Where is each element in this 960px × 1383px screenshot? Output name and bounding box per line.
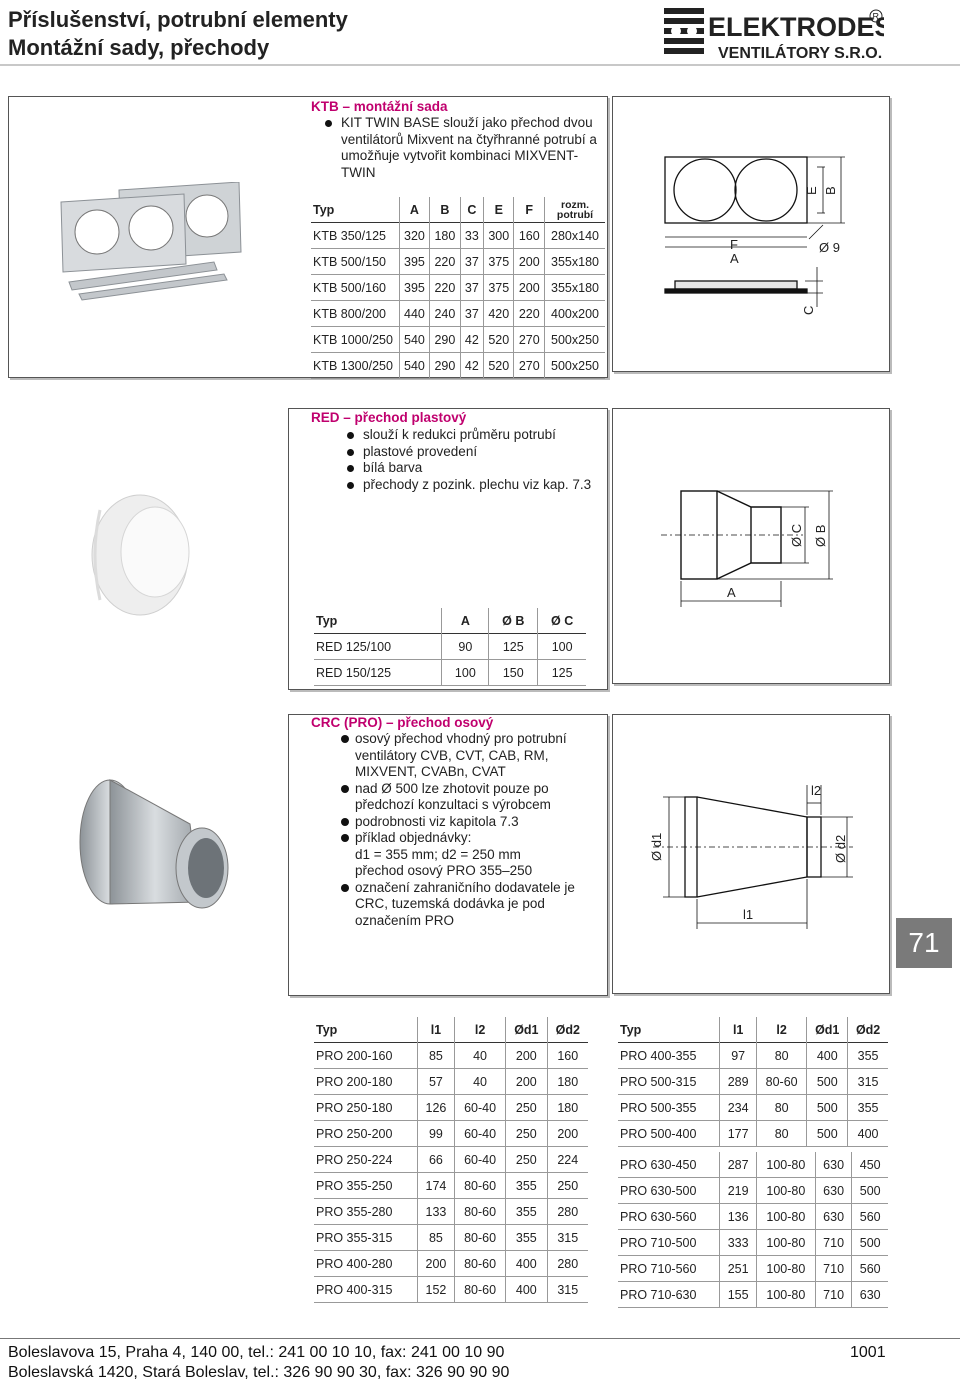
- table-cell: 251: [720, 1256, 757, 1282]
- table-cell: 250: [547, 1173, 588, 1199]
- list-item: nad Ø 500 lze zhotovit pouze po předchozí konzultaci s výrobcem: [341, 781, 603, 814]
- table-cell: KTB 1300/250: [313, 358, 393, 373]
- table-cell: PRO 500-400: [620, 1126, 697, 1141]
- label-d9: Ø 9: [819, 240, 840, 255]
- pro-table-left: [314, 1017, 588, 1303]
- col-header: Typ: [316, 613, 338, 628]
- table-cell: 100-80: [756, 1230, 815, 1256]
- table-cell: 355: [506, 1225, 548, 1251]
- col-header: A: [399, 197, 429, 223]
- table-cell: 270: [514, 353, 545, 379]
- table-row: [311, 301, 605, 327]
- list-item: označení zahraničního dodavatele je CRC, tuzemská dodávka je pod označením PRO: [341, 880, 603, 930]
- table-cell: 500: [852, 1230, 888, 1256]
- table-row: [618, 1178, 888, 1204]
- header-rule: [0, 64, 960, 66]
- table-header-row: [311, 197, 605, 223]
- table-cell: PRO 250-200: [316, 1126, 393, 1141]
- table-cell: PRO 630-500: [620, 1183, 697, 1198]
- table-row: [314, 634, 586, 660]
- table-cell: 630: [815, 1204, 852, 1230]
- table-cell: 200: [514, 249, 545, 275]
- table-cell: 200: [514, 275, 545, 301]
- col-header: E: [484, 197, 514, 223]
- table-row: [314, 660, 586, 686]
- crc-photo: [70, 772, 240, 942]
- svg-text:ELEKTRODESIGN: ELEKTRODES: [708, 12, 884, 42]
- label-B: B: [823, 186, 838, 195]
- label-d1: Ø d1: [649, 832, 664, 861]
- chapter-tab: 71: [896, 918, 952, 968]
- table-cell: 270: [514, 327, 545, 353]
- list-item: podrobnosti viz kapitola 7.3: [341, 814, 603, 831]
- table-cell: 125: [489, 634, 538, 660]
- table-cell: 80-60: [756, 1069, 806, 1095]
- label-dC: Ø C: [789, 523, 804, 547]
- table-cell: PRO 710-560: [620, 1261, 697, 1276]
- table-cell: 375: [484, 249, 514, 275]
- table-cell: 280: [547, 1251, 588, 1277]
- table-cell: 100-80: [756, 1256, 815, 1282]
- col-header: C: [460, 197, 483, 223]
- label-dB: Ø B: [813, 524, 828, 547]
- table-cell: 200: [547, 1121, 588, 1147]
- table-cell: 290: [430, 353, 460, 379]
- table-row: [618, 1121, 888, 1147]
- table-row: [314, 1147, 588, 1173]
- table-cell: 100: [442, 660, 489, 686]
- table-cell: 355: [848, 1095, 888, 1121]
- col-header: Ød1: [506, 1017, 548, 1043]
- table-cell: 540: [399, 353, 429, 379]
- list-item: přechody z pozink. plechu viz kap. 7.3: [343, 477, 603, 494]
- label-A: A: [727, 585, 736, 600]
- table-cell: 37: [460, 275, 483, 301]
- ktb-table: [311, 197, 605, 379]
- table-cell: 630: [815, 1178, 852, 1204]
- col-header: rozm. potrubí: [545, 197, 606, 223]
- col-header: Ø B: [489, 608, 538, 634]
- table-cell: 160: [547, 1043, 588, 1069]
- table-cell: 177: [720, 1121, 757, 1147]
- col-header: Ød2: [848, 1017, 888, 1043]
- table-cell: PRO 500-355: [620, 1100, 697, 1115]
- table-cell: 400: [506, 1277, 548, 1303]
- ktb-diagram: [613, 97, 889, 371]
- table-cell: PRO 710-630: [620, 1287, 697, 1302]
- table-cell: 560: [852, 1204, 888, 1230]
- red-diagram-panel: [612, 408, 890, 684]
- table-header-row: [618, 1017, 888, 1043]
- table-cell: 250: [506, 1121, 548, 1147]
- table-cell: 333: [720, 1230, 757, 1256]
- col-header: Typ: [313, 202, 335, 217]
- table-row: [314, 1069, 588, 1095]
- table-cell: KTB 500/160: [313, 280, 386, 295]
- pro-table-right-b: [618, 1152, 888, 1308]
- col-header: A: [442, 608, 489, 634]
- col-header: F: [514, 197, 545, 223]
- table-cell: 375: [484, 275, 514, 301]
- list-item: příklad objednávky:: [341, 830, 603, 847]
- table-cell: KTB 350/125: [313, 228, 386, 243]
- table-cell: 33: [460, 223, 483, 249]
- company-logo: [662, 6, 884, 64]
- red-diagram: [613, 409, 889, 683]
- table-cell: 395: [399, 249, 429, 275]
- label-E: E: [804, 186, 819, 195]
- table-cell: 100-80: [756, 1152, 815, 1178]
- table-cell: 250: [506, 1095, 548, 1121]
- table-cell: KTB 800/200: [313, 306, 386, 321]
- footer-rule: [0, 1338, 960, 1339]
- table-row: [618, 1230, 888, 1256]
- table-row: [311, 353, 605, 379]
- table-cell: 37: [460, 301, 483, 327]
- table-cell: 400: [506, 1251, 548, 1277]
- table-cell: 500x250: [545, 353, 606, 379]
- table-row: [618, 1282, 888, 1308]
- table-cell: 100-80: [756, 1204, 815, 1230]
- table-cell: 280: [547, 1199, 588, 1225]
- table-cell: 80-60: [455, 1277, 506, 1303]
- table-cell: 80-60: [455, 1225, 506, 1251]
- svg-text:VENTILÁTORY S.R.O.: VENTILÁTORY S.R.O.: [718, 45, 883, 62]
- table-cell: 66: [417, 1147, 454, 1173]
- list-item: bílá barva: [343, 460, 603, 477]
- table-cell: PRO 355-250: [316, 1178, 393, 1193]
- table-cell: PRO 200-180: [316, 1074, 393, 1089]
- table-cell: KTB 500/150: [313, 254, 386, 269]
- table-cell: 99: [417, 1121, 454, 1147]
- label-F: F: [730, 237, 738, 252]
- table-row: [618, 1043, 888, 1069]
- table-cell: 219: [720, 1178, 757, 1204]
- table-cell: 315: [547, 1225, 588, 1251]
- table-row: [618, 1069, 888, 1095]
- table-cell: 200: [506, 1043, 548, 1069]
- table-cell: 224: [547, 1147, 588, 1173]
- footer-address-2: Boleslavská 1420, Stará Boleslav, tel.: 326 90 90 30, fax: 326 90 90 90: [8, 1364, 510, 1381]
- table-cell: 136: [720, 1204, 757, 1230]
- table-cell: PRO 250-180: [316, 1100, 393, 1115]
- table-cell: 220: [514, 301, 545, 327]
- table-row: [314, 1199, 588, 1225]
- table-cell: 395: [399, 275, 429, 301]
- table-cell: 80-60: [455, 1251, 506, 1277]
- ktb-panel: [8, 96, 608, 378]
- footer-address-1: Boleslavova 15, Praha 4, 140 00, tel.: 241 00 10 10, fax: 241 00 10 90: [8, 1344, 505, 1361]
- table-cell: 160: [514, 223, 545, 249]
- table-cell: 80: [756, 1121, 806, 1147]
- table-cell: 400: [807, 1043, 848, 1069]
- table-cell: 355: [848, 1043, 888, 1069]
- col-header: l1: [417, 1017, 454, 1043]
- table-cell: 500: [852, 1178, 888, 1204]
- red-bullets: [343, 427, 603, 493]
- col-header: Typ: [316, 1022, 338, 1037]
- table-cell: 355: [506, 1199, 548, 1225]
- table-cell: 42: [460, 353, 483, 379]
- table-cell: 290: [430, 327, 460, 353]
- table-cell: PRO 630-560: [620, 1209, 697, 1224]
- table-row: [314, 1277, 588, 1303]
- crc-heading: CRC (PRO) – přechod osový: [311, 715, 494, 730]
- list-item: slouží k redukci průměru potrubí: [343, 427, 603, 444]
- table-cell: 220: [430, 275, 460, 301]
- table-cell: 126: [417, 1095, 454, 1121]
- ktb-heading: KTB – montážní sada: [311, 99, 448, 114]
- table-cell: 133: [417, 1199, 454, 1225]
- table-cell: 97: [720, 1043, 757, 1069]
- table-cell: 80: [756, 1095, 806, 1121]
- table-cell: PRO 400-315: [316, 1282, 393, 1297]
- col-header: Ød1: [807, 1017, 848, 1043]
- table-cell: 540: [399, 327, 429, 353]
- table-cell: 560: [852, 1256, 888, 1282]
- svg-text:R: R: [872, 11, 879, 22]
- table-cell: 80-60: [455, 1199, 506, 1225]
- table-cell: 180: [547, 1095, 588, 1121]
- table-row: [618, 1152, 888, 1178]
- title-line-1: Příslušenství, potrubní elementy: [8, 7, 348, 32]
- table-row: [618, 1095, 888, 1121]
- ktb-bullet: KIT TWIN BASE slouží jako přechod dvou ventilátorů Mixvent na čtyřhranné potrubí a umožňuje vytvořit kombinaci MIXVENT-TWIN: [321, 115, 611, 181]
- table-cell: 440: [399, 301, 429, 327]
- table-cell: PRO 400-280: [316, 1256, 393, 1271]
- table-row: [314, 1121, 588, 1147]
- table-cell: 80-60: [455, 1173, 506, 1199]
- ktb-diagram-panel: [612, 96, 890, 372]
- table-cell: PRO 355-280: [316, 1204, 393, 1219]
- table-cell: 100-80: [756, 1178, 815, 1204]
- table-cell: 710: [815, 1230, 852, 1256]
- table-cell: 289: [720, 1069, 757, 1095]
- table-cell: RED 150/125: [316, 665, 392, 680]
- table-cell: 200: [417, 1251, 454, 1277]
- table-cell: 152: [417, 1277, 454, 1303]
- pro-table-right-a: [618, 1017, 888, 1147]
- table-cell: 315: [848, 1069, 888, 1095]
- table-cell: PRO 500-315: [620, 1074, 697, 1089]
- table-row: [618, 1204, 888, 1230]
- table-cell: PRO 250-224: [316, 1152, 393, 1167]
- table-cell: PRO 400-355: [620, 1048, 697, 1063]
- table-cell: 37: [460, 249, 483, 275]
- table-cell: 200: [506, 1069, 548, 1095]
- table-row: [311, 223, 605, 249]
- table-cell: 500: [807, 1121, 848, 1147]
- table-cell: 355: [506, 1173, 548, 1199]
- table-cell: 125: [538, 660, 586, 686]
- table-row: [311, 327, 605, 353]
- table-cell: 240: [430, 301, 460, 327]
- col-header: Ød2: [547, 1017, 588, 1043]
- table-row: [314, 1173, 588, 1199]
- table-cell: 280x140: [545, 223, 606, 249]
- table-cell: 400x200: [545, 301, 606, 327]
- label-l1: l1: [743, 907, 754, 922]
- table-cell: 100: [538, 634, 586, 660]
- order-example-2: přechod osový PRO 355–250: [355, 863, 533, 878]
- table-cell: 80: [756, 1043, 806, 1069]
- table-cell: 174: [417, 1173, 454, 1199]
- table-cell: 315: [547, 1277, 588, 1303]
- label-d2: Ø d2: [833, 834, 848, 863]
- table-cell: 85: [417, 1225, 454, 1251]
- table-cell: 450: [852, 1152, 888, 1178]
- ktb-photo: [59, 182, 249, 312]
- table-cell: 630: [852, 1282, 888, 1308]
- table-cell: PRO 355-315: [316, 1230, 393, 1245]
- table-cell: 90: [442, 634, 489, 660]
- col-header: Ø C: [538, 608, 586, 634]
- table-cell: PRO 710-500: [620, 1235, 697, 1250]
- red-table: [314, 608, 586, 686]
- table-cell: 57: [417, 1069, 454, 1095]
- table-cell: RED 125/100: [316, 639, 392, 654]
- table-row: [618, 1256, 888, 1282]
- table-cell: 40: [455, 1069, 506, 1095]
- table-cell: 500: [807, 1069, 848, 1095]
- col-header: Typ: [620, 1022, 642, 1037]
- table-row: [314, 1251, 588, 1277]
- table-cell: 234: [720, 1095, 757, 1121]
- table-cell: 180: [547, 1069, 588, 1095]
- crc-panel: [288, 714, 608, 996]
- table-row: [311, 249, 605, 275]
- page-title: [8, 6, 348, 62]
- crc-diagram: [613, 715, 889, 993]
- table-cell: 300: [484, 223, 514, 249]
- table-cell: 320: [399, 223, 429, 249]
- table-cell: 155: [720, 1282, 757, 1308]
- table-cell: 520: [484, 353, 514, 379]
- table-cell: 355x180: [545, 275, 606, 301]
- col-header: B: [430, 197, 460, 223]
- table-cell: 420: [484, 301, 514, 327]
- table-header-row: [314, 608, 586, 634]
- page-number: 1001: [850, 1344, 886, 1361]
- table-cell: 40: [455, 1043, 506, 1069]
- crc-bullets: [341, 731, 603, 929]
- label-A: A: [730, 251, 739, 266]
- table-cell: 500x250: [545, 327, 606, 353]
- table-cell: 150: [489, 660, 538, 686]
- table-row: [314, 1043, 588, 1069]
- table-cell: 42: [460, 327, 483, 353]
- table-cell: PRO 630-450: [620, 1157, 697, 1172]
- red-photo: [80, 490, 200, 620]
- col-header: l2: [756, 1017, 806, 1043]
- table-cell: 60-40: [455, 1147, 506, 1173]
- label-l2: l2: [811, 783, 822, 798]
- title-line-2: Montážní sady, přechody: [8, 35, 270, 60]
- table-cell: 250: [506, 1147, 548, 1173]
- col-header: l2: [455, 1017, 506, 1043]
- table-cell: 60-40: [455, 1095, 506, 1121]
- table-cell: 520: [484, 327, 514, 353]
- col-header: l1: [720, 1017, 757, 1043]
- table-cell: 60-40: [455, 1121, 506, 1147]
- table-cell: 220: [430, 249, 460, 275]
- crc-diagram-panel: [612, 714, 890, 994]
- table-cell: 100-80: [756, 1282, 815, 1308]
- table-cell: 85: [417, 1043, 454, 1069]
- red-heading: RED – přechod plastový: [311, 410, 467, 425]
- table-row: [314, 1225, 588, 1251]
- table-cell: 400: [848, 1121, 888, 1147]
- table-row: [311, 275, 605, 301]
- table-header-row: [314, 1017, 588, 1043]
- list-item: osový přechod vhodný pro potrubní ventilátory CVB, CVT, CAB, RM, MIXVENT, CVABn, CVAT: [341, 731, 603, 781]
- table-cell: PRO 200-160: [316, 1048, 393, 1063]
- table-cell: 180: [430, 223, 460, 249]
- order-example-1: d1 = 355 mm; d2 = 250 mm: [355, 846, 521, 862]
- table-cell: 287: [720, 1152, 757, 1178]
- label-C: C: [801, 305, 816, 315]
- list-item: plastové provedení: [343, 444, 603, 461]
- table-cell: 500: [807, 1095, 848, 1121]
- table-cell: 710: [815, 1256, 852, 1282]
- table-row: [314, 1095, 588, 1121]
- table-cell: 710: [815, 1282, 852, 1308]
- table-cell: 355x180: [545, 249, 606, 275]
- table-cell: 630: [815, 1152, 852, 1178]
- table-cell: KTB 1000/250: [313, 332, 393, 347]
